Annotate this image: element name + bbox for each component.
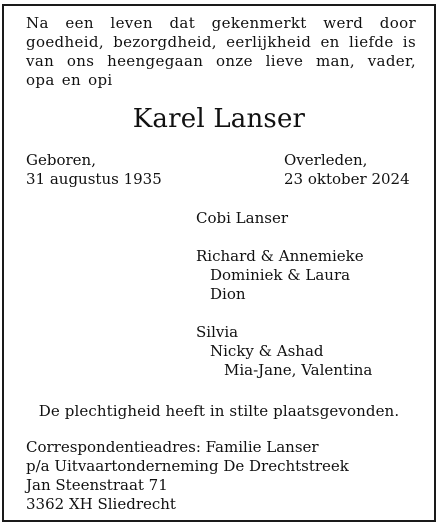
family-member: Nicky & Ashad xyxy=(210,342,324,360)
birth-date: 31 augustus 1935 xyxy=(26,170,162,188)
family-spacer xyxy=(196,304,372,323)
death-label: Overleden, xyxy=(284,151,368,169)
family-member: Richard & Annemieke xyxy=(196,247,364,265)
family-member: Cobi Lanser xyxy=(196,209,288,227)
family-member: Dion xyxy=(210,285,246,303)
deceased-name: Karel Lanser xyxy=(132,104,306,134)
death-date: 23 oktober 2024 xyxy=(284,170,410,188)
family-spacer xyxy=(196,228,372,247)
ceremony-statement: De plechtigheid heeft in stilte plaatsgevonden. xyxy=(38,402,400,420)
correspondence-address xyxy=(26,438,349,514)
obituary-notice xyxy=(2,4,436,522)
family-member: Silvia xyxy=(196,323,239,341)
family-member: Dominiek & Laura xyxy=(210,266,351,284)
death-block xyxy=(284,151,410,189)
address-line: 3362 XH Sliedrecht xyxy=(26,495,176,513)
birth-label: Geboren, xyxy=(26,151,96,169)
birth-block xyxy=(26,151,162,189)
address-line: Jan Steenstraat 71 xyxy=(26,476,168,494)
family-member: Mia-Jane, Valentina xyxy=(224,361,373,379)
address-line: p/a Uitvaartonderneming De Drechtstreek xyxy=(26,457,349,475)
family-list xyxy=(196,209,372,380)
address-line: Correspondentieadres: Familie Lanser xyxy=(26,438,319,456)
intro-text: Na een leven dat gekenmerkt werd door goedheid, bezorgdheid, eerlijkheid en liefde is van ons heengegaan onze lieve man, vader, opa en opi xyxy=(26,14,416,89)
